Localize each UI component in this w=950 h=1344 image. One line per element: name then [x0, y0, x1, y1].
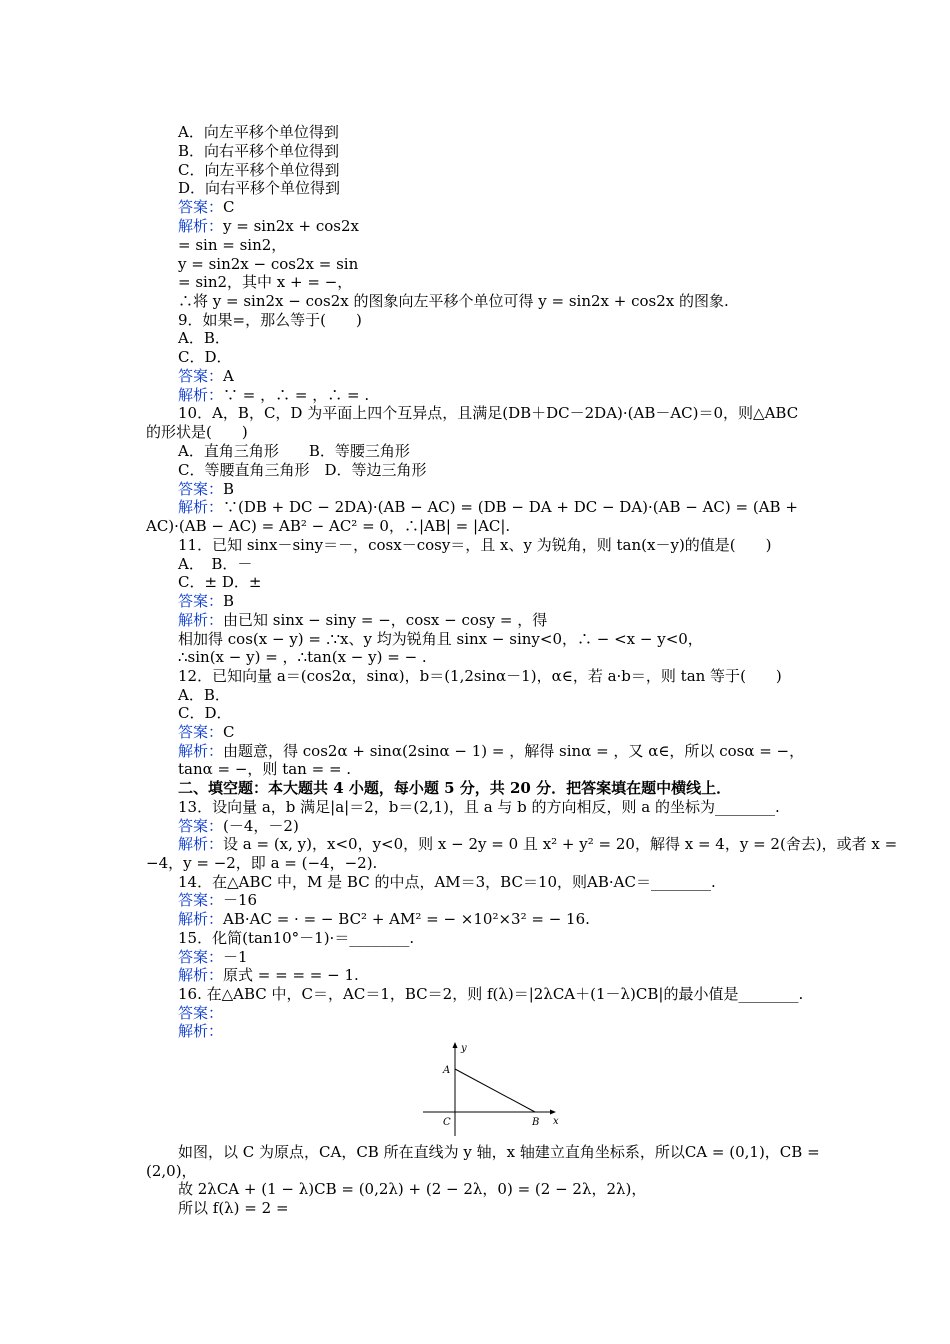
- point-b-label: B: [532, 1117, 540, 1128]
- answer-label: 答案：: [178, 948, 224, 966]
- answer-label: 答案：: [178, 198, 224, 216]
- q12-options-cd: C．D．: [178, 704, 232, 722]
- q13-answer: [178, 817, 299, 836]
- q9-options-cd: C．D．: [178, 348, 232, 366]
- answer-label: 答案：: [178, 891, 224, 909]
- q15-stem: 15．化简(tan10°－1)·＝________.: [178, 929, 415, 947]
- q16-solution-line-2: (2,0)，: [146, 1162, 197, 1180]
- solution-label: 解析：: [178, 217, 224, 235]
- q8-solution-line-1: [178, 217, 359, 236]
- q12-solution-line-2: tanα = −，则 tan = = .: [178, 760, 352, 778]
- answer-value: (－4，－2): [223, 817, 299, 835]
- q12-options-ab: A．B．: [178, 686, 230, 704]
- solution-text: AB·AC = · = − BC² + AM² = − ×10²×3² = − 16.: [223, 910, 590, 928]
- q9-stem: 9．如果=，那么等于( ): [178, 311, 362, 329]
- solution-text: 由题意，得 cos2α + sinα(2sinα − 1) = ，解得 sinα = ，又 α∈，所以 cosα = −，: [223, 742, 805, 760]
- q10-options-cd: C．等腰直角三角形 D．等边三角形: [178, 461, 427, 479]
- answer-value: C: [223, 723, 235, 741]
- x-axis-arrow: [550, 1110, 556, 1115]
- q11-options-ab: A． B．－: [178, 555, 253, 573]
- q11-solution-line-1: [178, 611, 547, 630]
- solution-text: y = sin2x + cos2x: [223, 217, 359, 235]
- coordinate-graph: [420, 1036, 565, 1138]
- q8-option-c: C．向左平移个单位得到: [178, 161, 340, 179]
- q13-solution-line-2: −4，y = −2，即 a = (−4，−2).: [146, 854, 378, 872]
- solution-text: 原式 = = = = − 1.: [223, 966, 359, 984]
- answer-label: 答案：: [178, 592, 224, 610]
- q9-answer: [178, 367, 234, 386]
- q11-solution-line-3: ∴sin(x − y) = ，∴tan(x − y) = − .: [178, 648, 427, 666]
- answer-label: 答案：: [178, 817, 224, 835]
- answer-value: B: [223, 480, 235, 498]
- solution-label: 解析：: [178, 910, 224, 928]
- answer-value: －16: [223, 891, 258, 909]
- q14-answer: [178, 891, 257, 910]
- q11-options-cd: C．± D．±: [178, 573, 262, 591]
- answer-value: C: [223, 198, 235, 216]
- q10-solution-line-2: AC)·(AB − AC) = AB² − AC² = 0，∴|AB| = |AC|.: [146, 517, 511, 535]
- q8-solution-line-2: = sin = sin2，: [178, 236, 287, 254]
- point-a-label: A: [443, 1065, 451, 1076]
- q8-solution-line-5: ∴将 y = sin2x − cos2x 的图象向左平移个单位可得 y = sin2x + cos2x 的图象.: [178, 292, 729, 310]
- q10-solution-line-1: [178, 498, 798, 517]
- q15-answer: [178, 948, 248, 967]
- point-c-label: C: [443, 1117, 451, 1128]
- answer-label: 答案：: [178, 723, 224, 741]
- q12-stem: 12．已知向量 a＝(cos2α，sinα)，b＝(1,2sinα－1)，α∈，若 a·b＝，则 tan 等于( ): [178, 667, 782, 685]
- answer-label: 答案：: [178, 367, 224, 385]
- q14-solution: [178, 910, 590, 929]
- q8-solution-line-3: y = sin2x − cos2x = sin: [178, 255, 359, 273]
- q10-answer: [178, 480, 234, 499]
- y-axis-label: y: [461, 1043, 467, 1054]
- q10-stem-line-1: 10．A，B，C，D 为平面上四个互异点，且满足(DB＋DC－2DA)·(AB－AC)＝0，则△ABC: [178, 404, 799, 422]
- answer-label: 答案：: [178, 480, 224, 498]
- q11-stem: 11．已知 sinx－siny＝－，cosx－cosy＝，且 x、y 为锐角，则 tan(x－y)的值是( ): [178, 536, 772, 554]
- q16-stem: 16. 在△ABC 中，C＝，AC＝1，BC＝2，则 f(λ)＝|2λCA＋(1－λ)CB|的最小值是________.: [178, 985, 804, 1003]
- answer-value: A: [223, 367, 234, 385]
- solution-label: 解析：: [178, 498, 224, 516]
- q10-options-ab: A．直角三角形 B．等腰三角形: [178, 442, 410, 460]
- q8-option-d: D．向右平移个单位得到: [178, 179, 341, 197]
- q8-answer: [178, 198, 235, 217]
- answer-value: －1: [223, 948, 248, 966]
- q16-solution-label: 解析：: [178, 1022, 224, 1040]
- q15-solution: [178, 966, 359, 985]
- q13-stem: 13．设向量 a，b 满足|a|＝2，b＝(2,1)，且 a 与 b 的方向相反，则 a 的坐标为________.: [178, 798, 780, 816]
- segment-ab: [455, 1069, 535, 1112]
- q14-stem: 14．在△ABC 中，M 是 BC 的中点，AM＝3，BC＝10，则AB·AC＝________.: [178, 873, 716, 891]
- q12-answer: [178, 723, 235, 742]
- y-axis-arrow: [453, 1042, 458, 1048]
- q16-solution-line-1: 如图，以 C 为原点，CA，CB 所在直线为 y 轴，x 轴建立直角坐标系，所以CA = (0,1)，CB =: [178, 1143, 820, 1161]
- x-axis-label: x: [553, 1116, 559, 1127]
- q8-option-b: B．向右平移个单位得到: [178, 142, 340, 160]
- q16-solution-line-4: 所以 f(λ) = 2 =: [178, 1199, 289, 1217]
- q8-solution-line-4: = sin2，其中 x + = −，: [178, 273, 353, 291]
- answer-value: B: [223, 592, 235, 610]
- q11-answer: [178, 592, 234, 611]
- q8-option-a: A．向左平移个单位得到: [178, 123, 339, 141]
- q11-solution-line-2: 相加得 cos(x − y) = .∵x、y 均为锐角且 sinx − siny<0，∴ − <x − y<0，: [178, 630, 703, 648]
- solution-text: ∵ = ，∴ = ，∴ = .: [223, 386, 370, 404]
- solution-label: 解析：: [178, 742, 224, 760]
- q9-options-ab: A．B．: [178, 329, 230, 347]
- solution-text: ∵(DB + DC − 2DA)·(AB − AC) = (DB − DA + DC − DA)·(AB − AC) = (AB +: [223, 498, 798, 516]
- solution-label: 解析：: [178, 966, 224, 984]
- q16-solution-line-3: 故 2λCA + (1 − λ)CB = (0,2λ) + (2 − 2λ，0) = (2 − 2λ，2λ)，: [178, 1180, 647, 1198]
- solution-label: 解析：: [178, 611, 224, 629]
- q10-stem-line-2: 的形状是( ): [146, 423, 248, 441]
- q13-solution-line-1: [178, 835, 897, 854]
- solution-text: 设 a = (x, y)，x<0，y<0，则 x − 2y = 0 且 x² + y² = 20，解得 x = 4，y = 2(舍去)，或者 x =: [223, 835, 898, 853]
- q12-solution-line-1: [178, 742, 804, 761]
- q9-solution: [178, 386, 369, 405]
- q16-answer-label: 答案：: [178, 1004, 224, 1022]
- solution-text: 由已知 sinx − siny = −，cosx − cosy = ，得: [223, 611, 548, 629]
- solution-label: 解析：: [178, 386, 224, 404]
- solution-label: 解析：: [178, 835, 224, 853]
- section-2-heading: 二、填空题：本大题共 4 小题，每小题 5 分，共 20 分．把答案填在题中横线上．: [178, 779, 732, 797]
